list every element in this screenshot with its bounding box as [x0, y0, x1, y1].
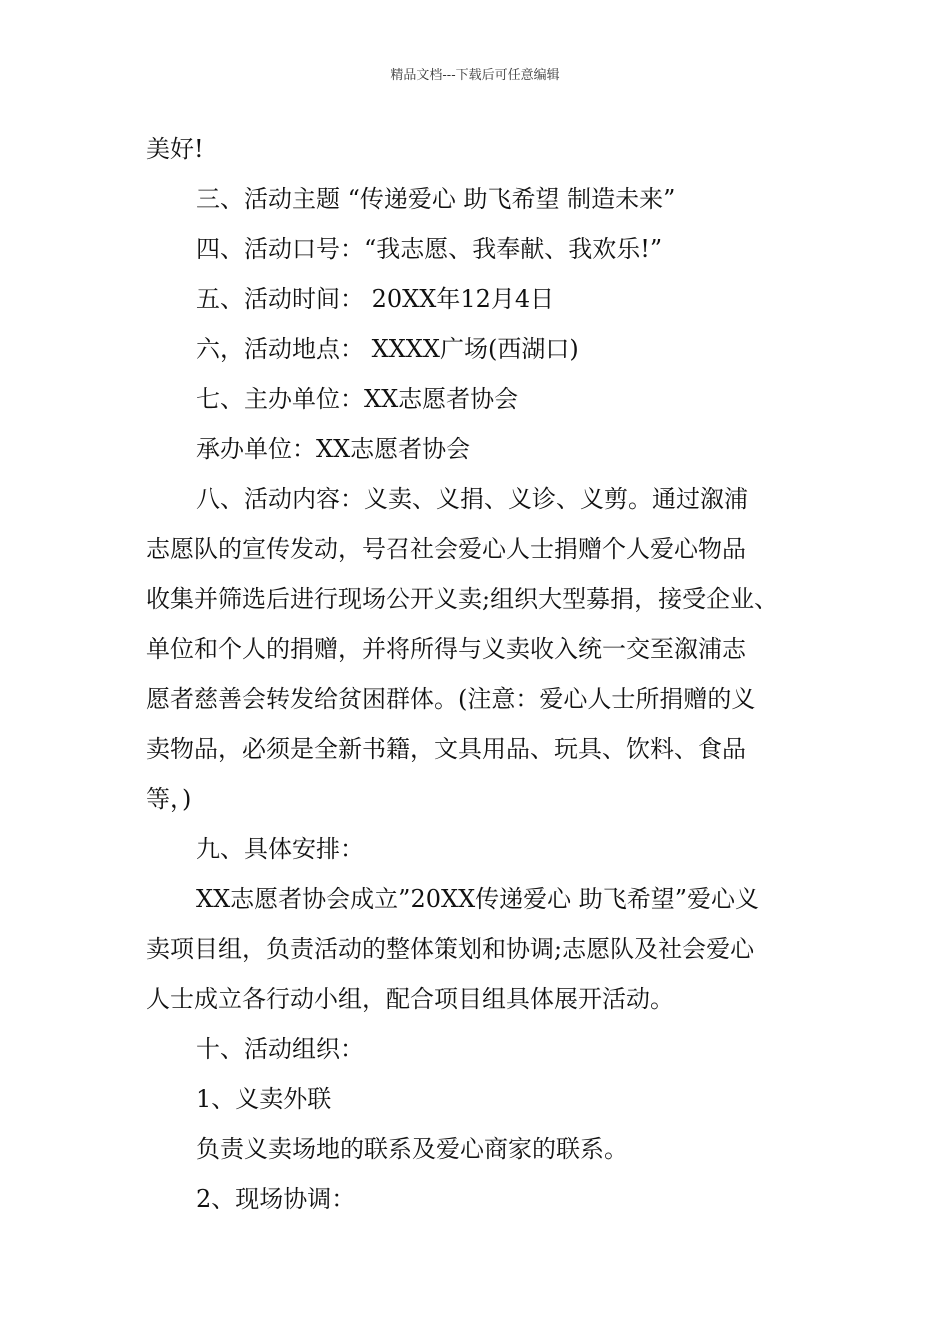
section-7-organizer: 七、主办单位：XX志愿者协会	[196, 385, 519, 413]
section-8-line: 八、活动内容：义卖、义捐、义诊、义剪。通过溆浦	[196, 485, 748, 513]
section-8-line: 等，)	[146, 785, 192, 813]
section-9-line: 卖项目组，负责活动的整体策划和协调;志愿队及社会爱心	[146, 935, 755, 963]
section-9-line: XX志愿者协会成立”20XX传递爱心 助飞希望”爱心义	[196, 885, 760, 913]
section-10-organization: 十、活动组织：	[196, 1035, 364, 1063]
section-5-time: 五、活动时间： 20XX年12月4日	[196, 285, 555, 313]
section-6-location: 六，活动地点： XXXX广场(西湖口)	[196, 335, 579, 363]
document-body	[146, 124, 816, 1224]
section-8-line: 志愿队的宣传发动，号召社会爱心人士捐赠个人爱心物品	[146, 535, 746, 563]
section-4-slogan: 四、活动口号：“我志愿、我奉献、我欢乐!”	[196, 235, 663, 263]
section-8-line: 卖物品，必须是全新书籍，文具用品、玩具、饮料、食品	[146, 735, 746, 763]
section-8-line: 单位和个人的捐赠，并将所得与义卖收入统一交至溆浦志	[146, 635, 746, 663]
item-1-title: 1、义卖外联	[196, 1085, 332, 1113]
line-meihao: 美好!	[146, 135, 204, 163]
section-8-line: 愿者慈善会转发给贫困群体。(注意：爱心人士所捐赠的义	[146, 685, 756, 713]
page-header: 精品文档---下载后可任意编辑	[390, 68, 560, 83]
item-1-desc: 负责义卖场地的联系及爱心商家的联系。	[196, 1135, 628, 1163]
section-9-arrangement: 九、具体安排：	[196, 835, 364, 863]
section-9-content	[146, 874, 816, 1024]
co-organizer: 承办单位：XX志愿者协会	[196, 435, 471, 463]
section-3-theme: 三、活动主题 “传递爱心 助飞希望 制造未来”	[196, 185, 676, 213]
section-9-line: 人士成立各行动小组，配合项目组具体展开活动。	[146, 985, 674, 1013]
section-8-content	[146, 474, 816, 824]
section-8-line: 收集并筛选后进行现场公开义卖;组织大型募捐，接受企业、	[146, 585, 779, 613]
item-2-title: 2、现场协调：	[196, 1185, 356, 1213]
